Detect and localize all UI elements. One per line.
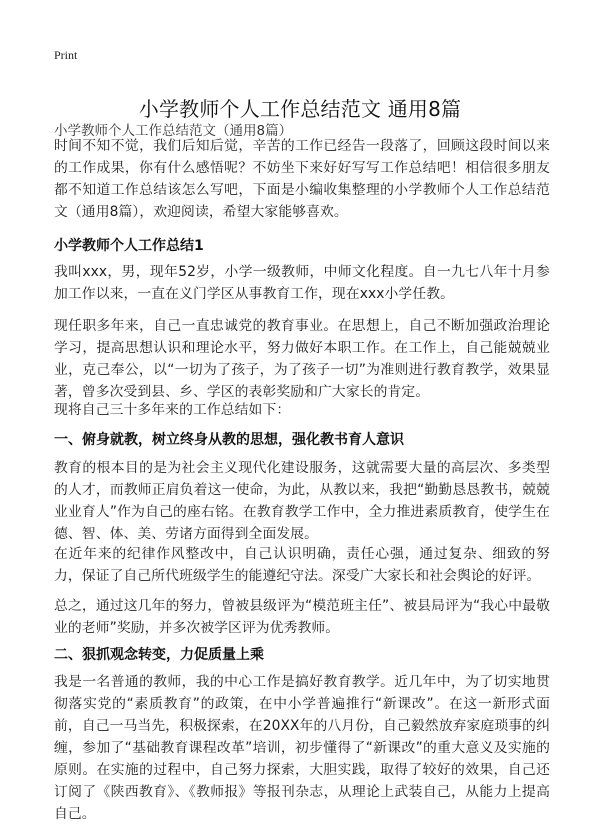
- intro-paragraph: 时间不知不觉，我们后知后觉，辛苦的工作已经告一段落了，回顾这段时间以来的工作成果，你有什么感悟呢？不妨坐下来好好写写工作总结吧！相信很多朋友都不知道工作总结该怎么写吧，下面是小编收集整理的小学教师个人工作总结范文（通用8篇），欢迎阅读，希望大家能够喜欢。: [54, 138, 550, 220]
- document-title: 小学教师个人工作总结范文 通用8篇: [138, 97, 462, 122]
- paragraph: 现任职多年来，自己一直忠诚党的教育事业。在思想上，自己不断加强政治理论学习，提高思想认识和理论水平，努力做好本职工作。在工作上，自己能兢兢业业，克己奉公，以“一切为了孩子，为了孩子一切”为准则进行教育教学，效果显著，曾多次受到县、乡、学区的表彰奖励和广大家长的肯定。: [54, 318, 550, 400]
- paragraph: 我是一名普通的教师，我的中心工作是搞好教育教学。近几年中，为了切实地贯彻落实党的“素质教育”的政策，在中小学普遍推行“新课改”。在这一新形式面前，自己一马当先，积极探索，在20XX年的八月份，自己毅然放弃家庭琐事的纠缠，参加了“基础教育课程改革”培训，初步懂得了“新课改”的重大意义及实施的原则。在实施的过程中，自己努力探索，大胆实践，取得了较好的效果，自己还订阅了《陕西教育》、《教师报》等报刊杂志，从理论上武装自己，从能力上提高自己。: [54, 674, 550, 822]
- paragraph: 教育的根本目的是为社会主义现代化建设服务，这就需要大量的高层次、多类型的人才，而教师正肩负着这一使命，为此，从教以来，我把“勤勤恳恳教书，兢兢业业育人”作为自己的座右铭。在教育教学工作中，全力推进素质教育，使学生在德、智、体、美、劳诸方面得到全面发展。: [54, 460, 550, 542]
- paragraph: 总之，通过这几年的努力，曾被县级评为“模范班主任”、被县局评为“我心中最敬业的老师”奖励，并多次被学区评为优秀教师。: [54, 598, 550, 636]
- paragraph: 我叫xxx，男，现年52岁，小学一级教师，中师文化程度。自一九七八年十月参加工作以来，一直在义门学区从事教育工作，现在xxx小学任教。: [54, 264, 550, 302]
- paragraph: 现将自己三十多年来的工作总结如下：: [54, 402, 291, 418]
- section-heading: 小学教师个人工作总结1: [54, 238, 204, 254]
- section-heading: 二、狠抓观念转变，力促质量上乘: [54, 647, 264, 663]
- document-subtitle: 小学教师个人工作总结范文（通用8篇）: [54, 123, 293, 139]
- section-heading: 一、俯身就教，树立终身从教的思想，强化教书育人意识: [54, 432, 404, 448]
- paragraph: 在近年来的纪律作风整改中，自己认识明确，责任心强，通过复杂、细致的努力，保证了自己所代班级学生的能遵纪守法。深受广大家长和社会舆论的好评。: [54, 546, 550, 584]
- print-label[interactable]: Print: [54, 48, 78, 62]
